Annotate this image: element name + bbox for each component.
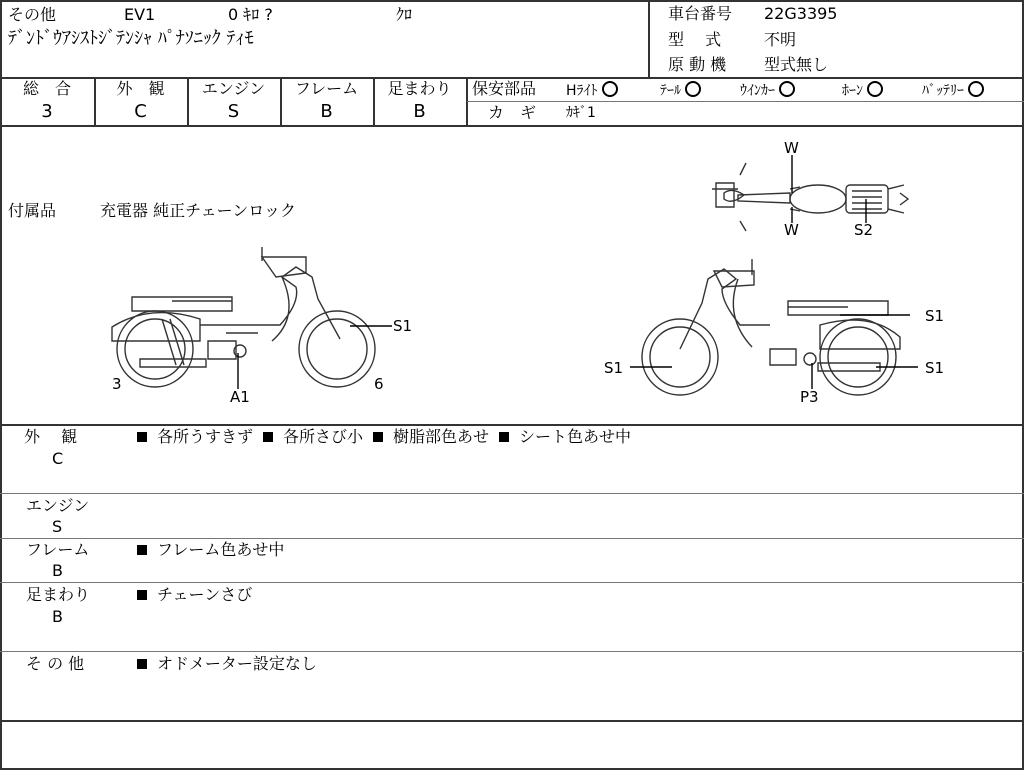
rule xyxy=(0,493,1024,494)
detail-exterior-grade: C xyxy=(52,449,64,468)
detail-suspension-items: チェーンさび xyxy=(137,586,252,604)
model-name: ﾃﾞﾝﾄﾞｳｱｼｽﾄｼﾞﾃﾝｼｬ ﾊﾟﾅｿﾆｯｸ ﾃｨﾓ xyxy=(8,28,254,49)
detail-suspension-label: 足まわり xyxy=(26,585,91,604)
top-view-bike xyxy=(712,163,908,231)
accessories-label: 付属品 xyxy=(8,201,57,220)
safety-winker: ｳｲﾝｶｰ xyxy=(740,81,795,100)
left-side-bike xyxy=(112,247,375,387)
mark-right-s1-top: S1 xyxy=(925,307,945,325)
type-value: 不明 xyxy=(764,30,797,49)
detail-engine-grade: S xyxy=(52,517,63,536)
mark-left-a1: A1 xyxy=(230,388,250,406)
detail-frame-grade: B xyxy=(52,561,63,580)
detail-exterior-label: 外 観 xyxy=(24,427,78,446)
damage-diagram xyxy=(0,127,1024,423)
bullet-square-icon xyxy=(137,432,147,442)
bullet-square-icon xyxy=(263,432,273,442)
safety-label: 保安部品 xyxy=(472,79,537,98)
score-exterior-value: C xyxy=(134,101,147,122)
rule xyxy=(0,424,1024,426)
safety-tail: ﾃｰﾙ xyxy=(660,81,701,100)
rule xyxy=(0,651,1024,652)
mark-top-w1: W xyxy=(784,139,799,157)
mark-left-3: 3 xyxy=(112,375,122,393)
mark-top-w2: W xyxy=(784,221,799,239)
score-suspension-value: B xyxy=(413,101,426,122)
score-total-label: 総 合 xyxy=(22,79,71,98)
score-engine-label: エンジン xyxy=(201,79,266,98)
key-value: ｶｷﾞ1 xyxy=(566,105,596,121)
right-side-bike xyxy=(642,259,900,395)
circle-mark-icon xyxy=(685,81,701,97)
bullet-square-icon xyxy=(499,432,509,442)
score-total-value: 3 xyxy=(41,101,53,122)
engine-type-value: 型式無し xyxy=(764,55,829,74)
rule xyxy=(0,538,1024,539)
safety-headlight: Hﾗｲﾄ xyxy=(566,81,618,100)
bullet-square-icon xyxy=(137,659,147,669)
key-label: カ ギ xyxy=(488,103,537,122)
safety-battery: ﾊﾞｯﾃﾘｰ xyxy=(922,81,984,100)
detail-frame-items: フレーム色あせ中 xyxy=(137,541,284,559)
color: ｸﾛ xyxy=(396,5,413,24)
header-divider xyxy=(648,0,650,78)
score-exterior-label: 外 観 xyxy=(116,79,165,98)
bullet-square-icon xyxy=(373,432,383,442)
detail-suspension-grade: B xyxy=(52,607,63,626)
circle-mark-icon xyxy=(968,81,984,97)
detail-frame-label: フレーム xyxy=(26,540,90,559)
score-engine-value: S xyxy=(227,101,240,122)
frame-no-value: 22G3395 xyxy=(764,4,838,23)
detail-engine-label: エンジン xyxy=(26,496,90,515)
grade-code: EV1 xyxy=(124,5,156,24)
bullet-square-icon xyxy=(137,590,147,600)
accessories-value: 充電器 純正チェーンロック xyxy=(100,201,296,220)
mark-left-6: 6 xyxy=(374,375,384,393)
detail-exterior-items: 各所うすきず 各所さび小 樹脂部色あせ シート色あせ中 xyxy=(137,428,631,446)
rule xyxy=(0,582,1024,583)
mark-left-s1: S1 xyxy=(393,317,413,335)
mark-right-s1-right: S1 xyxy=(925,359,945,377)
circle-mark-icon xyxy=(602,81,618,97)
type-label: 型 式 xyxy=(668,30,722,49)
safety-horn: ﾎｰﾝ xyxy=(842,81,883,100)
score-frame-label: フレーム xyxy=(294,79,359,98)
frame-no-label: 車台番号 xyxy=(668,4,733,23)
mark-right-p3: P3 xyxy=(800,388,819,406)
score-divider xyxy=(466,78,468,126)
mileage: 0 ｷﾛ ? xyxy=(228,5,273,24)
safety-rule xyxy=(467,101,1024,102)
circle-mark-icon xyxy=(779,81,795,97)
engine-type-label: 原 動 機 xyxy=(668,55,727,74)
detail-other-label: そ の 他 xyxy=(26,654,85,673)
score-frame-value: B xyxy=(320,101,333,122)
circle-mark-icon xyxy=(867,81,883,97)
bullet-square-icon xyxy=(137,545,147,555)
rule xyxy=(0,720,1024,722)
score-suspension-label: 足まわり xyxy=(387,79,452,98)
category: その他 xyxy=(8,5,57,24)
detail-other-items: オドメーター設定なし xyxy=(137,655,317,673)
mark-right-s1-left: S1 xyxy=(604,359,624,377)
mark-top-s2: S2 xyxy=(854,221,874,239)
